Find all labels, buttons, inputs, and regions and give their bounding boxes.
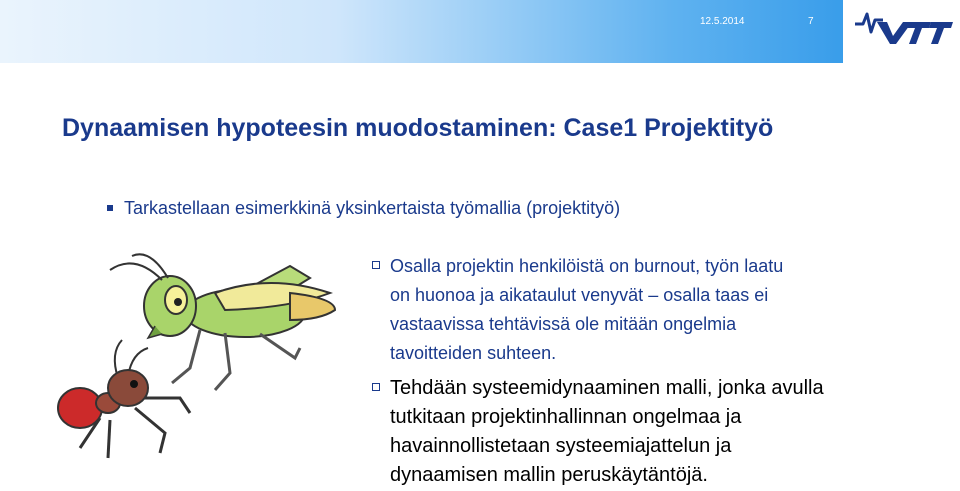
bullet-square-icon: [107, 205, 113, 211]
bullet-square-outline-icon: [372, 261, 380, 269]
vtt-logo-icon: [843, 0, 960, 63]
sub-bullet-2: [372, 374, 824, 490]
sub-bullet-2-line: dynaamisen mallin peruskäytäntöjä.: [390, 464, 708, 486]
sub-bullet-2-text: [390, 374, 824, 490]
sub-bullet-2-line: Tehdään systeemidynaaminen malli, jonka avulla: [390, 377, 824, 399]
slide-date: 12.5.2014: [700, 16, 745, 27]
slide-title: Dynaamisen hypoteesin muodostaminen: Case1 Projektityö: [62, 114, 774, 142]
bullet-square-outline-icon: [372, 383, 380, 391]
bullet-1: [107, 198, 620, 219]
sub-bullet-2-line: tutkitaan projektinhallinnan ongelmaa ja: [390, 406, 742, 428]
sub-bullet-2-line: havainnollistetaan systeemiajattelun ja: [390, 435, 732, 457]
vtt-logo: [843, 0, 960, 63]
sub-bullet-1: [372, 252, 783, 368]
slide-page-number: 7: [808, 16, 814, 27]
bullet-1-text: Tarkastellaan esimerkkinä yksinkertaista työmallia (projektityö): [124, 198, 621, 218]
sub-bullet-1-line: Osalla projektin henkilöistä on burnout, työn laatu: [390, 256, 784, 276]
sub-bullet-1-line: vastaavissa tehtävissä ole mitään ongelmia: [390, 314, 737, 334]
insect-illustration: [40, 248, 350, 475]
sub-bullet-1-line: on huonoa ja aikataulut venyvät – osalla taas ei: [390, 285, 769, 305]
header-bar: [0, 0, 960, 63]
sub-bullet-1-line: tavoitteiden suhteen.: [390, 343, 557, 363]
sub-bullet-1-text: [390, 252, 783, 368]
grasshopper-icon: [110, 254, 335, 390]
ant-icon: [58, 340, 190, 458]
